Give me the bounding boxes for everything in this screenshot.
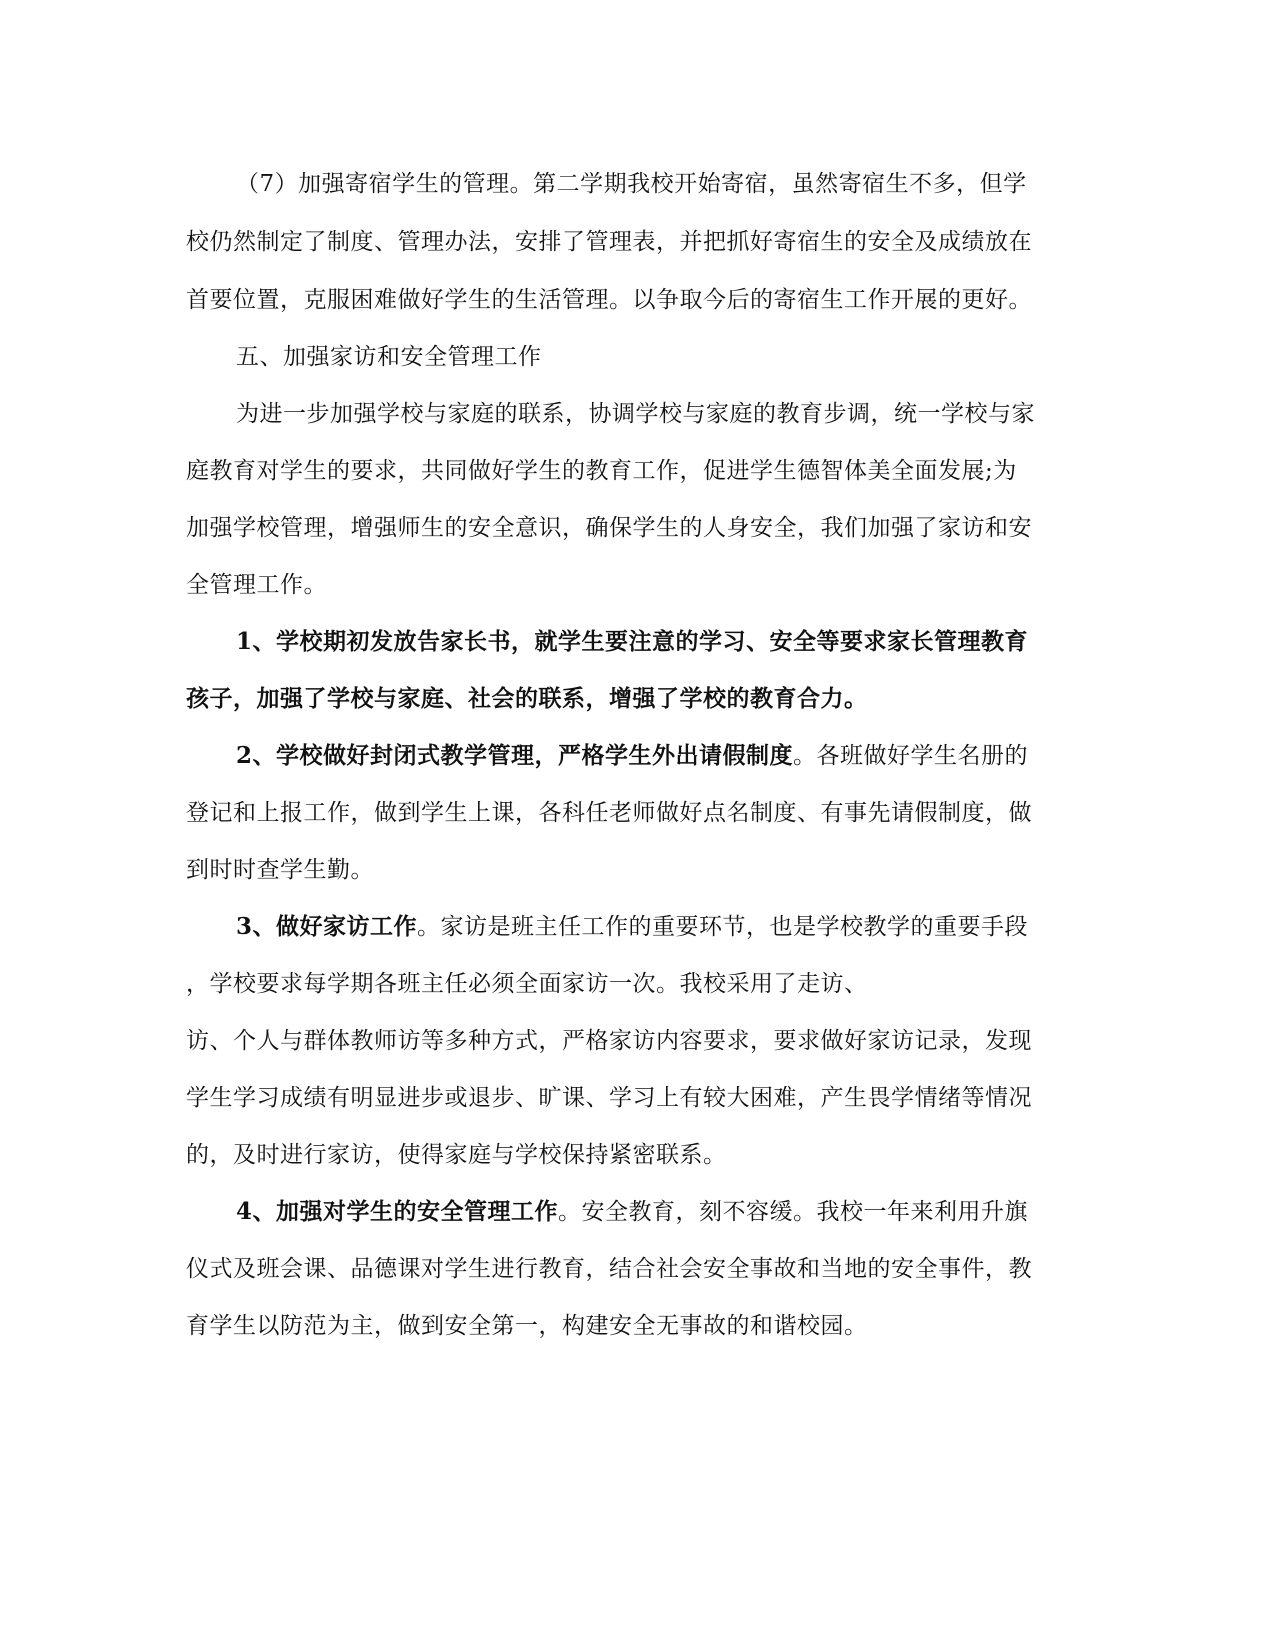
- paragraph-line: 加强学校管理，增强师生的安全意识，确保学生的人身安全，我们加强了家访和安: [186, 515, 1032, 541]
- item-4-first-line: [236, 1196, 1028, 1228]
- paragraph-line: 到时时查学生勤。: [186, 857, 374, 883]
- item-1-line: 孩子，加强了学校与家庭、社会的联系，增强了学校的教育合力。: [186, 685, 868, 712]
- paragraph-line: 的，及时进行家访，使得家庭与学校保持紧密联系。: [186, 1142, 727, 1168]
- item-3-first-line: [236, 911, 1028, 943]
- paragraph-line: 庭教育对学生的要求，共同做好学生的教育工作，促进学生德智体美全面发展;为: [186, 458, 1017, 484]
- paragraph-line: 为进一步加强学校与家庭的联系，协调学校与家庭的教育步调，统一学校与家: [236, 401, 1035, 427]
- paragraph-line: 仪式及班会课、品德课对学生进行教育，结合社会安全事故和当地的安全事件，教: [186, 1256, 1032, 1282]
- item-3-heading: 3、做好家访工作: [236, 913, 418, 940]
- paragraph-line: （7）加强寄宿学生的管理。第二学期我校开始寄宿，虽然寄宿生不多，但学: [236, 171, 1027, 197]
- item-1-line: 1、学校期初发放告家长书，就学生要注意的学习、安全等要求家长管理教育: [236, 628, 1029, 655]
- item-4-heading: 4、加强对学生的安全管理工作: [236, 1198, 559, 1225]
- item-3-text: 。家访是班主任工作的重要环节，也是学校教学的重要手段: [417, 914, 1029, 940]
- item-4-text: 。安全教育，刻不容缓。我校一年来利用升旗: [558, 1199, 1029, 1225]
- item-2-text: 。各班做好学生名册的: [793, 743, 1029, 769]
- paragraph-line: 全管理工作。: [186, 572, 327, 598]
- paragraph-line: 学生学习成绩有明显进步或退步、旷课、学习上有较大困难，产生畏学情绪等情况: [186, 1085, 1032, 1111]
- item-2-heading: 2、学校做好封闭式教学管理，严格学生外出请假制度: [236, 742, 794, 769]
- paragraph-line: 首要位置，克服困难做好学生的生活管理。以争取今后的寄宿生工作开展的更好。: [186, 287, 1032, 313]
- item-2-first-line: [236, 740, 1028, 772]
- paragraph-line: 登记和上报工作，做到学生上课，各科任老师做好点名制度、有事先请假制度，做: [186, 800, 1032, 826]
- section-heading: 五、加强家访和安全管理工作: [236, 344, 542, 370]
- paragraph-line: ，学校要求每学期各班主任必须全面家访一次。我校采用了走访、: [186, 971, 868, 997]
- paragraph-line: 访、个人与群体教师访等多种方式，严格家访内容要求，要求做好家访记录，发现: [186, 1028, 1032, 1054]
- paragraph-line: 育学生以防范为主，做到安全第一，构建安全无事故的和谐校园。: [186, 1313, 868, 1339]
- paragraph-line: 校仍然制定了制度、管理办法，安排了管理表，并把抓好寄宿生的安全及成绩放在: [186, 229, 1032, 255]
